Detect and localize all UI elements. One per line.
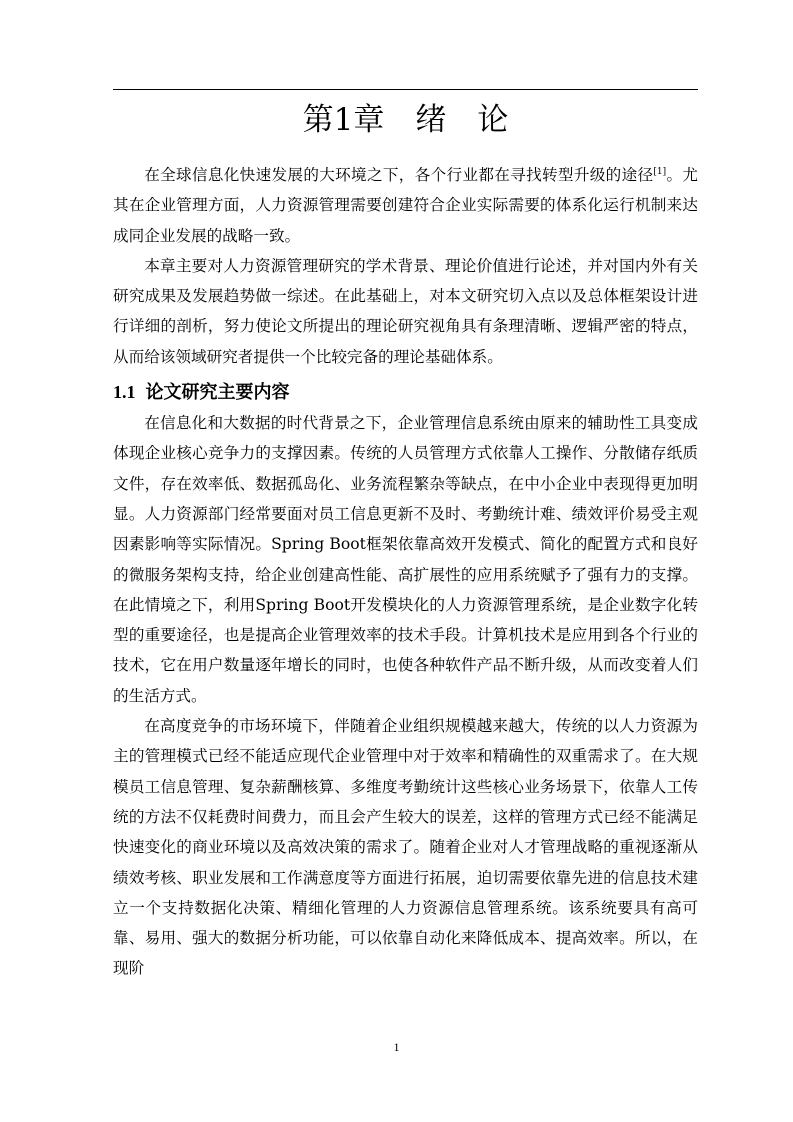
section-heading xyxy=(113,377,698,408)
section-title: 论文研究主要内容 xyxy=(145,382,290,404)
page-number: 1 xyxy=(393,1040,400,1054)
paragraph-intro xyxy=(113,160,698,251)
section-number: 1.1 xyxy=(113,382,136,403)
citation-ref: [1] xyxy=(653,166,667,177)
chapter-title: 第1章 绪 论 xyxy=(302,102,509,138)
paragraph-background: 在信息化和大数据的时代背景之下，企业管理信息系统由原来的辅助性工具变成体现企业核心竞争力的支撑因素。传统的人员管理方式依靠人工操作、分散储存纸质文件，存在效率低、数据孤岛化、业务流程繁杂等缺点，在中小企业中表现得更加明显。人力资源部门经常要面对员工信息更新不及时、考勤统计难、绩效评价易受主观因素影响等实际情况。Spring Boot框架依靠高效开发模式、简化的配置方式和良好的微服务架构支持，给企业创建高性能、高扩展性的应用系统赋予了强有力的支撑。在此情境之下，利用Spring Boot开发模块化的人力资源管理系统，是企业数字化转型的重要途径，也是提高企业管理效率的技术手段。计算机技术是应用到各个行业的技术，它在用户数量逐年增长的同时，也使各种软件产品不断升级，从而改变着人们的生活方式。 xyxy=(113,414,698,705)
header-rule xyxy=(113,89,698,90)
paragraph-intro-text: 在全球信息化快速发展的大环境之下，各个行业都在寻找转型升级的途径 xyxy=(144,166,654,184)
paragraph-chapter-overview: 本章主要对人力资源管理研究的学术背景、理论价值进行论述，并对国内外有关研究成果及发展趋势做一综述。在此基础上，对本文研究切入点以及总体框架设计进行详细的剖析，努力使论文所提出的理论研究视角具有条理清晰、逻辑严密的特点，从而给该领域研究者提供一个比较完备的理论基础体系。 xyxy=(113,256,698,366)
paragraph-intro-tail: 。尤其在企业管理方面，人力资源管理需要创建符合企业实际需要的体系化运行机制来达成同企业发展的战略一致。 xyxy=(113,166,698,245)
document-body xyxy=(113,160,698,984)
paragraph-motivation: 在高度竞争的市场环境下，伴随着企业组织规模越来越大，传统的以人力资源为主的管理模式已经不能适应现代企业管理中对于效率和精确性的双重需求了。在大规模员工信息管理、复杂薪酬核算、多维度考勤统计这些核心业务场景下，依靠人工传统的方法不仅耗费时间费力，而且会产生较大的误差，这样的管理方式已经不能满足快速变化的商业环境以及高效决策的需求了。随着企业对人才管理战略的重视逐渐从绩效考核、职业发展和工作满意度等方面进行拓展，迫切需要依靠先进的信息技术建立一个支持数据化决策、精细化管理的人力资源信息管理系统。该系统要具有高可靠、易用、强大的数据分析功能，可以依靠自动化来降低成本、提高效率。所以，在现阶 xyxy=(113,717,698,978)
